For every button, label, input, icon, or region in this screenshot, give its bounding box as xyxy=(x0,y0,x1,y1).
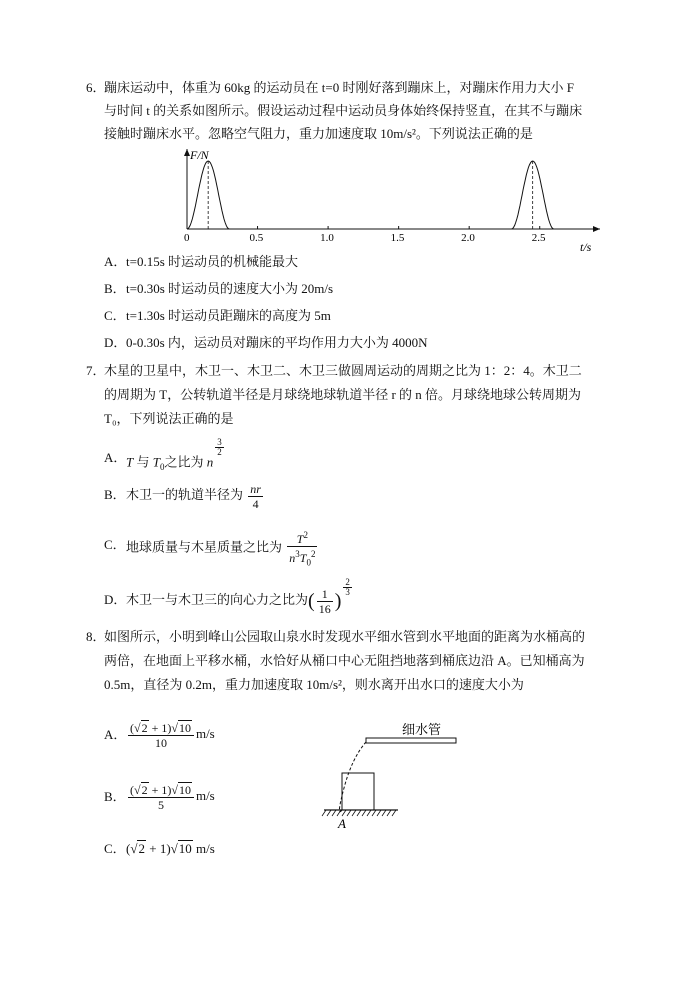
q6-option-a-text: t=0.15s 时运动员的机械能最大 xyxy=(126,254,299,269)
q6-option-b-label: B． xyxy=(104,281,126,296)
q8-option-a: $\frac{(√2 + 1)√10}{10}$ m/s xyxy=(130,720,215,750)
x-tick-label: 2.0 xyxy=(461,232,475,244)
q8-option-b: $\frac{(√2 + 1)√10}{5}$ m/s xyxy=(130,782,215,812)
water-trajectory xyxy=(339,742,366,812)
ground-hatching xyxy=(322,810,396,816)
q6-option-b-text: t=0.30s 时运动员的速度大小为 20m/s xyxy=(126,281,334,296)
q8-number: 8． xyxy=(86,629,106,644)
x-tick-label: 0 xyxy=(184,232,190,244)
q8-option-c-label: C． xyxy=(104,841,126,856)
force-time-chart xyxy=(170,145,610,255)
q8-option-c: (√2 + 1)√10 m/s xyxy=(126,841,215,856)
x-tick-label: 2.5 xyxy=(531,232,546,244)
point-a-label: A xyxy=(338,816,346,831)
q7-stem-line2: 的周期为 T，公转轨道半径是月球绕地球轨道半径 r 的 n 倍。月球绕地球公转周期为 xyxy=(104,387,582,402)
q7-option-a-label: A． xyxy=(104,450,127,465)
q7-option-a: T 与 $T_0$之比为 n $^{\frac{3}{2}}$ xyxy=(126,436,222,472)
x-tick-label: 1.5 xyxy=(390,232,405,244)
q7-option-d-label: D． xyxy=(104,592,127,607)
q7-number: 7． xyxy=(86,363,106,378)
bucket-pipe-figure xyxy=(318,718,468,833)
q6-option-d-label: D． xyxy=(104,335,127,350)
q6-option-c-label: C． xyxy=(104,308,126,323)
water-pipe xyxy=(366,738,456,743)
q6-stem-line3: 接触时蹦床水平。忽略空气阻力，重力加速度取 10m/s²。下列说法正确的是 xyxy=(104,126,533,141)
pipe-label: 细水管 xyxy=(402,722,442,737)
x-tick-label: 1.0 xyxy=(320,232,334,244)
q7-stem-line3: T₀，下列说法正确的是 xyxy=(104,411,234,426)
q8-option-a-label: A． xyxy=(104,727,127,742)
q6-number: 6． xyxy=(86,80,106,95)
q8-stem-line1: 如图所示，小明到峰山公园取山泉水时发现水平细水管到水平地面的距离为水桶高的 xyxy=(104,629,586,644)
q8-option-b-label: B． xyxy=(104,789,126,804)
q7-stem-line1: 木星的卫星中，木卫一、木卫二、木卫三做圆周运动的周期之比为 1：2：4。木卫二 xyxy=(104,363,582,378)
y-axis-label: F/N xyxy=(190,148,209,162)
x-axis-arrow xyxy=(593,226,600,232)
q6-stem-line1: 蹦床运动中，体重为 60kg 的运动员在 t=0 时刚好落到蹦床上，对蹦床作用力大小 F xyxy=(104,80,574,95)
q7-option-b-label: B． xyxy=(104,487,126,502)
q6-option-c-text: t=1.30s 时运动员距蹦床的高度为 5m xyxy=(126,308,331,323)
q7-option-c: 地球质量与木星质量之比为 $\frac{T^2}{n^3T_0^2}$ xyxy=(126,530,316,568)
q6-option-d-text: 0-0.30s 内，运动员对蹦床的平均作用力大小为 4000N xyxy=(126,335,428,350)
q8-stem-line3: 0.5m，直径为 0.2m，重力加速度取 10m/s²，则水离开出水口的速度大小为 xyxy=(104,677,524,692)
q8-stem-line2: 两倍，在地面上平移水桶，水恰好从桶口中心无阻挡地落到桶底边沿 A。已知桶高为 xyxy=(104,653,585,668)
q7-option-c-label: C． xyxy=(104,537,126,552)
x-axis-label: t/s xyxy=(580,240,592,254)
x-tick-label: 0.5 xyxy=(249,232,264,244)
q7-option-b: 木卫一的轨道半径为 $\frac{nr}{4}$ xyxy=(126,481,261,511)
q7-option-d: 木卫一与木卫三的向心力之比为( $\frac{1}{16}$ ) $\frac{2}{3}$ xyxy=(126,577,350,616)
q6-option-a-label: A． xyxy=(104,254,127,269)
q6-stem-line2: 与时间 t 的关系如图所示。假设运动过程中运动员身体始终保持竖直，在其不与蹦床 xyxy=(104,103,583,118)
